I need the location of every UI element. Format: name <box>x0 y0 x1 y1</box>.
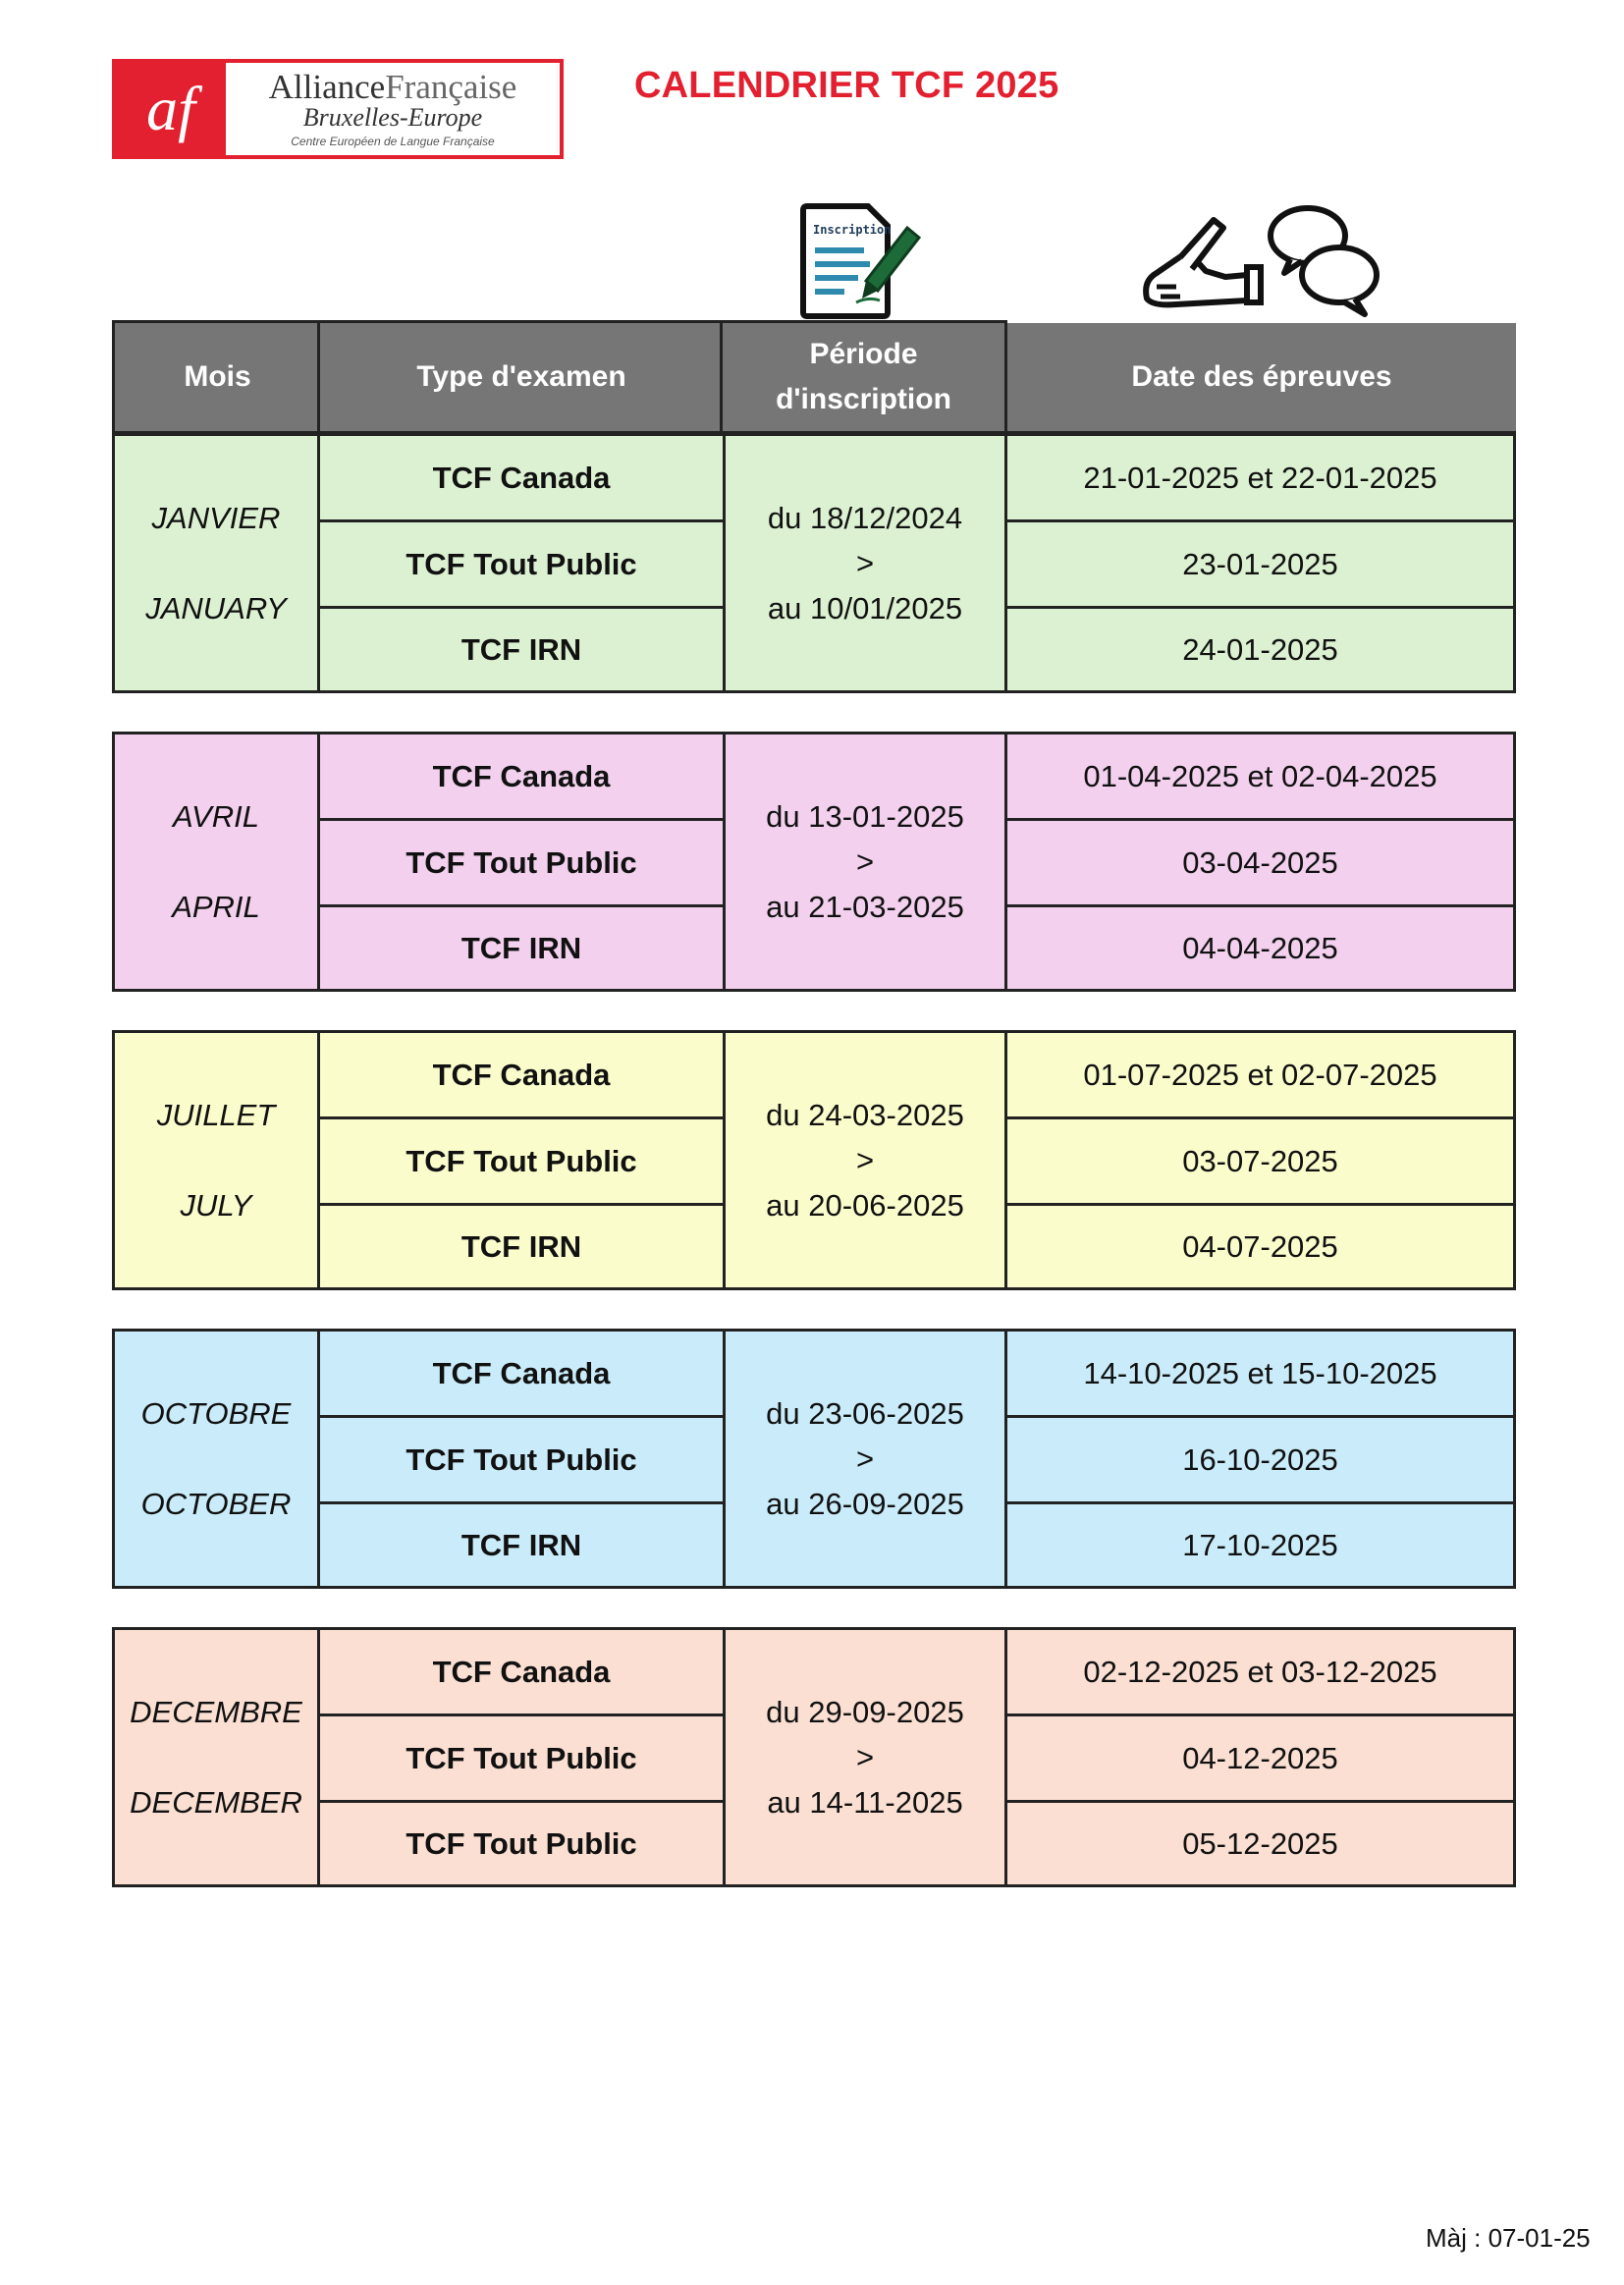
logo-subtitle: Centre Européen de Langue Française <box>291 134 495 148</box>
exam-type-cell: TCF Tout Public <box>406 845 637 880</box>
registration-period-cell <box>723 1332 1007 1586</box>
month-cell <box>115 734 320 989</box>
exam-type-cell: TCF Tout Public <box>406 1825 637 1861</box>
row-divider <box>320 1501 723 1504</box>
exam-type-cell: TCF IRN <box>460 1228 582 1264</box>
month-fr: OCTOBRE <box>140 1395 292 1431</box>
registration-period-cell <box>723 436 1007 690</box>
column-header-date: Date des épreuves <box>1004 323 1516 434</box>
registration-period-cell <box>723 1033 1007 1287</box>
row-divider <box>320 1800 723 1803</box>
inscription-form-icon <box>797 202 927 322</box>
period-end: au 10/01/2025 <box>767 590 963 626</box>
period-arrow: > <box>855 545 875 580</box>
month-cell <box>115 436 320 690</box>
exam-date-cell: 03-07-2025 <box>1182 1144 1338 1178</box>
exam-date-cell: 21-01-2025 et 22-01-2025 <box>1083 461 1437 495</box>
month-en: JANUARY <box>145 590 287 626</box>
exam-date-cell: 04-07-2025 <box>1182 1228 1338 1264</box>
period-arrow: > <box>855 1441 875 1476</box>
column-header-mois: Mois <box>112 320 320 434</box>
row-divider <box>1007 606 1513 609</box>
exam-date-cell: 24-01-2025 <box>1182 631 1338 667</box>
month-fr: AVRIL <box>173 798 259 834</box>
exam-type-cell: TCF IRN <box>460 631 582 667</box>
period-start: du 23-06-2025 <box>766 1395 964 1431</box>
row-divider <box>1007 1714 1513 1716</box>
exam-type-cell: TCF IRN <box>460 1527 582 1562</box>
exam-date-cell: 05-12-2025 <box>1182 1825 1338 1861</box>
period-arrow: > <box>855 843 875 879</box>
exam-type-cell: TCF Tout Public <box>406 547 637 581</box>
month-en: DECEMBER <box>130 1784 302 1820</box>
exam-type-cell: TCF Canada <box>432 1058 611 1092</box>
row-divider <box>320 519 723 522</box>
period-start: du 29-09-2025 <box>766 1694 964 1729</box>
af-logo-mark: af <box>116 63 226 155</box>
page-title: CALENDRIER TCF 2025 <box>634 65 1059 106</box>
exam-type-cell: TCF Tout Public <box>406 1144 637 1178</box>
column-header-type: Type d'examen <box>317 320 723 434</box>
exam-type-cell: TCF Canada <box>432 1356 611 1390</box>
exam-date-cell: 16-10-2025 <box>1182 1442 1338 1477</box>
month-fr: JANVIER <box>151 500 281 535</box>
row-divider <box>320 1714 723 1716</box>
month-fr: JUILLET <box>156 1097 276 1132</box>
registration-period-cell <box>723 1630 1007 1884</box>
month-block <box>112 732 1516 992</box>
row-divider <box>1007 1415 1513 1418</box>
exam-date-cell: 01-07-2025 et 02-07-2025 <box>1083 1058 1437 1092</box>
period-start: du 13-01-2025 <box>766 798 964 834</box>
column-header-periode: Période d'inscription <box>720 320 1007 434</box>
exam-date-cell: 23-01-2025 <box>1182 547 1338 581</box>
row-divider <box>1007 818 1513 821</box>
month-block <box>112 433 1516 693</box>
period-end: au 20-06-2025 <box>766 1187 964 1223</box>
row-divider <box>1007 519 1513 522</box>
row-divider <box>320 818 723 821</box>
exam-type-cell: TCF Canada <box>432 759 611 793</box>
month-fr: DECEMBRE <box>130 1694 302 1729</box>
month-cell <box>115 1630 320 1884</box>
row-divider <box>1007 1800 1513 1803</box>
exam-date-cell: 14-10-2025 et 15-10-2025 <box>1083 1356 1437 1390</box>
row-divider <box>320 904 723 907</box>
exam-type-cell: TCF Tout Public <box>406 1442 637 1477</box>
exam-type-cell: TCF Canada <box>432 1655 611 1689</box>
row-divider <box>1007 904 1513 907</box>
row-divider <box>1007 1501 1513 1504</box>
month-en: APRIL <box>172 889 260 924</box>
exam-date-cell: 02-12-2025 et 03-12-2025 <box>1083 1655 1437 1689</box>
hand-writing-icon <box>1137 202 1384 320</box>
exam-date-cell: 04-12-2025 <box>1182 1741 1338 1775</box>
last-updated: Màj : 07-01-25 <box>1426 2223 1591 2253</box>
row-divider <box>320 1415 723 1418</box>
exam-type-cell: TCF Canada <box>432 461 611 495</box>
exam-type-cell: TCF IRN <box>460 930 582 965</box>
month-en: JULY <box>180 1187 252 1223</box>
exam-type-cell: TCF Tout Public <box>406 1741 637 1775</box>
logo-city: Bruxelles-Europe <box>302 103 483 133</box>
registration-period-cell <box>723 734 1007 989</box>
exam-date-cell: 03-04-2025 <box>1182 845 1338 880</box>
exam-date-cell: 01-04-2025 et 02-04-2025 <box>1083 759 1437 793</box>
month-cell <box>115 1033 320 1287</box>
table-header <box>112 320 1516 434</box>
alliance-francaise-logo <box>112 59 564 159</box>
inscription-label: Inscription <box>813 223 892 237</box>
month-cell <box>115 1332 320 1586</box>
period-end: au 21-03-2025 <box>766 889 964 924</box>
period-arrow: > <box>855 1739 875 1774</box>
period-arrow: > <box>855 1142 875 1177</box>
row-divider <box>320 1203 723 1206</box>
row-divider <box>320 1116 723 1119</box>
month-block <box>112 1030 1516 1290</box>
speech-bubbles-icon <box>1271 208 1377 314</box>
month-en: OCTOBER <box>140 1486 292 1521</box>
row-divider <box>1007 1116 1513 1119</box>
row-divider <box>1007 1203 1513 1206</box>
exam-date-cell: 04-04-2025 <box>1182 930 1338 965</box>
month-block <box>112 1329 1516 1589</box>
logo-name: AllianceFrançaise <box>268 68 517 107</box>
period-start: du 24-03-2025 <box>766 1097 964 1132</box>
period-end: au 14-11-2025 <box>767 1784 963 1820</box>
row-divider <box>320 606 723 609</box>
period-end: au 26-09-2025 <box>766 1486 964 1521</box>
period-start: du 18/12/2024 <box>767 500 963 535</box>
exam-date-cell: 17-10-2025 <box>1182 1527 1338 1562</box>
month-block <box>112 1627 1516 1887</box>
